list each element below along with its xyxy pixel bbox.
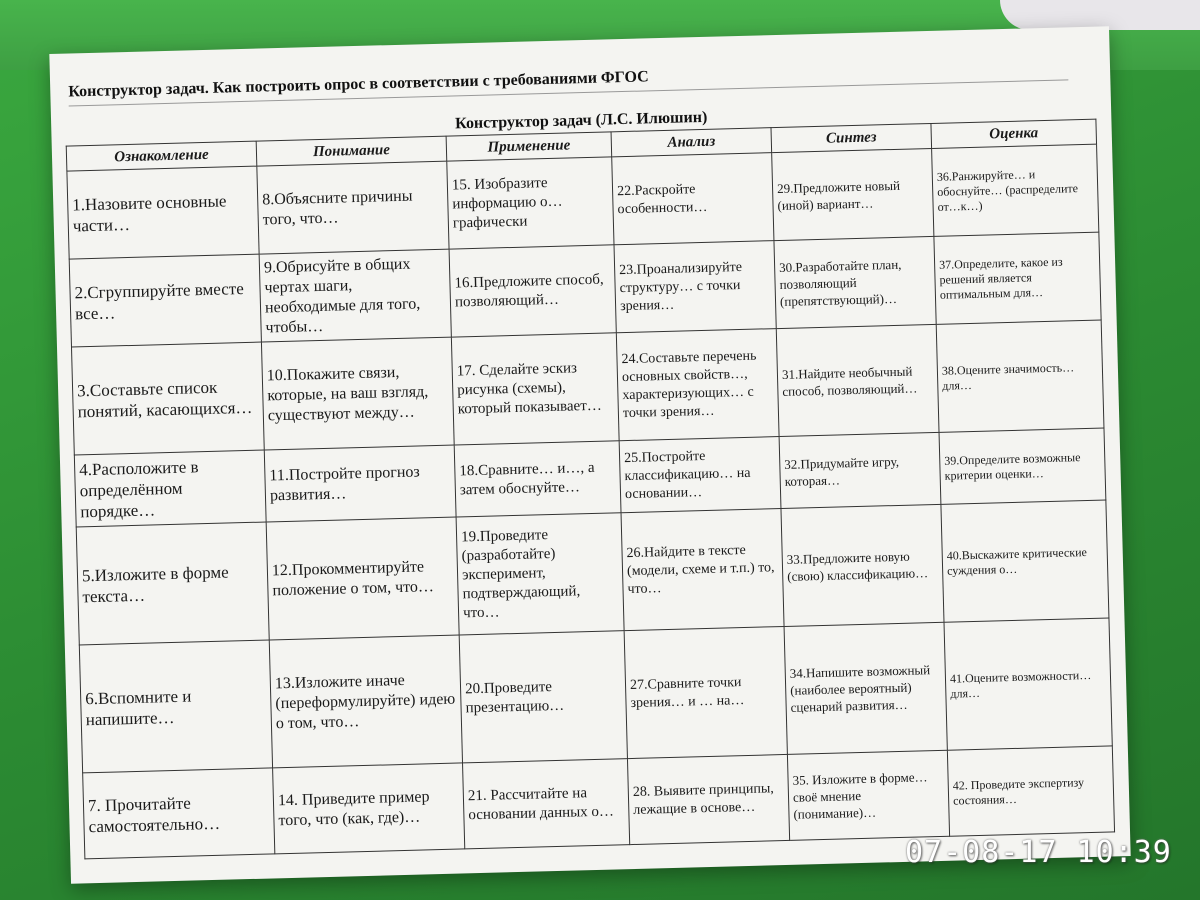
table-cell: 39.Определите возможные критерии оценки… (939, 428, 1106, 504)
table-cell: 19.Проведите (разработайте) эксперимент, подтверждающий, что… (456, 513, 624, 635)
column-header: Ознакомление (66, 141, 257, 171)
task-constructor-table (66, 119, 1115, 860)
table-cell: 30.Разработайте план, позволяющий (препятствующий)… (774, 236, 936, 328)
table-cell: 27.Сравните точки зрения… и … на… (624, 626, 787, 758)
table-cell: 12.Прокомментируйте положение о том, что… (266, 517, 459, 640)
table-cell: 20.Проведите презентацию… (459, 631, 627, 763)
table-cell: 37.Определите, какое из решений является оптимальным для… (934, 232, 1101, 324)
table-cell: 25.Постройте классификацию… на основании… (619, 437, 781, 513)
table-cell: 35. Изложите в форме… своё мнение (понимание)… (787, 750, 949, 840)
table-cell: 24.Составьте перечень основных свойств…, характеризующих… с точки зрения… (616, 329, 779, 441)
table-cell: 3.Составьте список понятий, касающихся… (71, 342, 264, 455)
table-cell: 8.Объясните причины того, что… (257, 161, 449, 254)
table-cell: 28. Выявите принципы, лежащие в основе… (627, 754, 789, 844)
table-cell: 21. Рассчитайте на основании данных о… (463, 759, 630, 849)
document-title: Конструктор задач. Как построить опрос в соответствии с требованиями ФГОС (68, 57, 1068, 106)
table-cell: 33.Предложите новую (свою) классификацию… (781, 504, 944, 626)
table-cell: 2.Сгруппируйте вместе все… (69, 254, 261, 347)
table-cell: 4.Расположите в определённом порядке… (74, 450, 266, 527)
column-header: Применение (446, 132, 612, 161)
table-cell: 16.Предложите способ, позволяющий… (449, 245, 616, 337)
table-cell: 26.Найдите в тексте (модели, схеме и т.п.) то, что… (621, 509, 784, 631)
table-cell: 6.Вспомните и напишите… (79, 640, 272, 773)
table-cell: 31.Найдите необычный способ, позволяющий… (776, 324, 939, 436)
table-cell: 29.Предложите новый (иной) вариант… (772, 148, 934, 240)
table-cell: 40.Выскажите критические суждения о… (941, 500, 1109, 622)
column-header: Понимание (256, 136, 447, 166)
table-cell: 18.Сравните… и…, а затем обоснуйте… (454, 441, 621, 517)
table-cell: 17. Сделайте эскиз рисунка (схемы), который показывает… (451, 333, 619, 445)
column-header: Анализ (611, 128, 772, 157)
table-cell: 9.Обрисуйте в общих чертах шаги, необходимые для того, чтобы… (259, 249, 451, 342)
table-cell: 38.Оцените значимость… для… (936, 320, 1104, 432)
camera-timestamp: 07-08-17 10:39 (905, 835, 1172, 870)
table-cell: 32.Придумайте игру, которая… (779, 432, 941, 508)
table-cell: 42. Проведите экспертизу состояния… (947, 746, 1114, 836)
paper-sheet (49, 26, 1130, 883)
table-cell: 5.Изложите в форме текста… (76, 522, 269, 645)
table-cell: 11.Постройте прогноз развития… (264, 445, 456, 522)
table-cell: 41.Оцените возможности… для… (944, 618, 1112, 750)
table-cell: 15. Изобразите информацию о… графически (447, 157, 614, 249)
table-cell: 36.Ранжируйте… и обоснуйте… (распределите от…к…) (932, 144, 1099, 236)
table-cell: 1.Назовите основные части… (67, 166, 259, 259)
table-cell: 34.Напишите возможный (наиболее вероятный) сценарий развития… (784, 622, 947, 754)
table-cell: 14. Приведите пример того, что (как, где)… (273, 763, 465, 854)
table-cell: 23.Проанализируйте структуру… с точки зрения… (614, 241, 776, 333)
table-cell: 10.Покажите связи, которые, на ваш взгляд, существуют между… (261, 337, 454, 450)
table-cell: 7. Прочитайте самостоятельно… (83, 768, 275, 859)
column-header: Синтез (771, 123, 932, 152)
table-cell: 13.Изложите иначе (переформулируйте) идею о том, что… (269, 635, 462, 768)
column-header: Оценка (931, 119, 1097, 148)
table-cell: 22.Раскройте особенности… (612, 153, 774, 245)
table-title: Конструктор задач (Л.С. Илюшин) (454, 108, 708, 133)
